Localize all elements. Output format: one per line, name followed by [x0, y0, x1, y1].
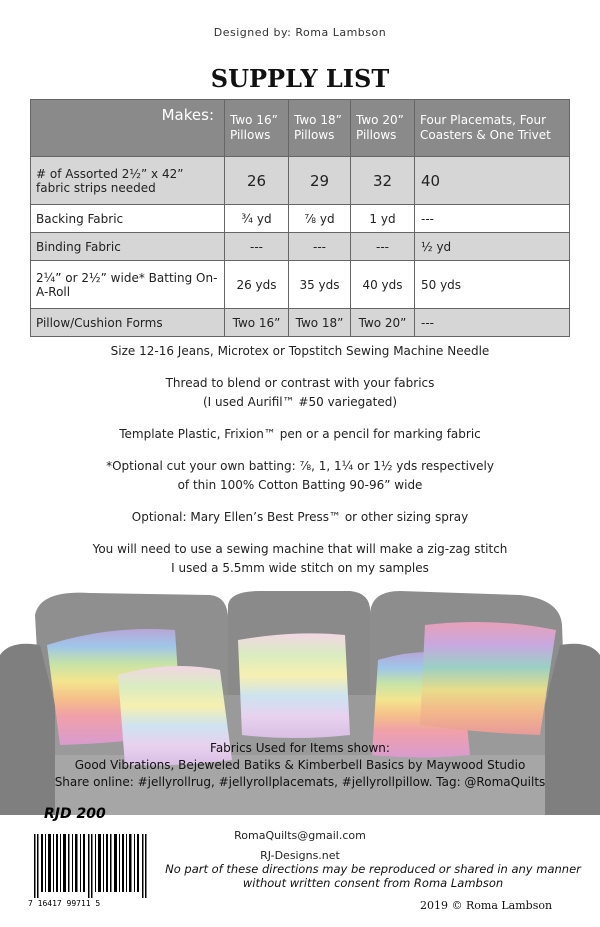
row-label: Pillow/Cushion Forms: [31, 309, 225, 337]
page-title: SUPPLY LIST: [210, 64, 390, 93]
row-label: 2¼” or 2½” wide* Batting On-A-Roll: [31, 261, 225, 309]
table-row: [31, 157, 570, 205]
column-header: Two 18” Pillows: [289, 100, 351, 157]
caption-line: Share online: #jellyrollrug, #jellyrollplacemats, #jellyrollpillow. Tag: @RomaQuilts: [54, 775, 546, 789]
table-cell: 40 yds: [351, 261, 415, 309]
table-cell: Two 16”: [225, 309, 289, 337]
marking-note: Template Plastic, Frixion™ pen or a pencil for marking fabric: [119, 427, 481, 441]
machine-note: You will need to use a sewing machine that will make a zig-zag stitch I used a 5.5mm wide stitch on my samples: [92, 542, 508, 575]
copyright-notice: No part of these directions may be reproduced or shared in any manner without written consent from Roma Lambson: [165, 862, 581, 890]
table-row: [31, 233, 570, 261]
table-cell: ---: [225, 233, 289, 261]
column-header: Two 16” Pillows: [225, 100, 289, 157]
designer-credit: Designed by: Roma Lambson: [213, 26, 387, 39]
table-cell: ⅞ yd: [289, 205, 351, 233]
table-cell: 29: [289, 157, 351, 205]
caption-line: Good Vibrations, Bejeweled Batiks & Kimberbell Basics by Maywood Studio: [74, 758, 526, 772]
table-cell: ---: [351, 233, 415, 261]
row-label: Backing Fabric: [31, 205, 225, 233]
table-row: [31, 261, 570, 309]
table-cell: 32: [351, 157, 415, 205]
table-row: [31, 205, 570, 233]
barcode-number: 7 16417 99711 5: [28, 899, 101, 908]
table-header-row: [31, 100, 570, 157]
supply-notes: [0, 342, 600, 591]
copyright-line: 2019 © Roma Lambson: [420, 899, 553, 912]
spray-note: Optional: Mary Ellen’s Best Press™ or other sizing spray: [131, 510, 469, 524]
table-cell: 26 yds: [225, 261, 289, 309]
table-cell: ---: [415, 205, 570, 233]
column-header: Makes:: [31, 100, 225, 157]
batting-note: *Optional cut your own batting: ⅞, 1, 1¼ or 1½ yds respectively of thin 100% Cotton Batting 90-96” wide: [106, 459, 494, 492]
barcode-bars: [32, 834, 150, 898]
row-label: Binding Fabric: [31, 233, 225, 261]
barcode: [28, 826, 154, 914]
caption-line: Fabrics Used for Items shown:: [210, 741, 390, 755]
pattern-code: RJD 200: [44, 806, 106, 822]
table-cell: ½ yd: [415, 233, 570, 261]
table-cell: 26: [225, 157, 289, 205]
needle-note: Size 12-16 Jeans, Microtex or Topstitch Sewing Machine Needle: [110, 344, 490, 358]
column-header: Four Placemats, Four Coasters & One Trivet: [415, 100, 570, 157]
table-cell: 1 yd: [351, 205, 415, 233]
table-row: [31, 309, 570, 337]
row-label: # of Assorted 2½” x 42” fabric strips needed: [31, 157, 225, 205]
table-cell: 40: [415, 157, 570, 205]
table-cell: ---: [289, 233, 351, 261]
supply-table: [30, 99, 570, 337]
table-cell: 35 yds: [289, 261, 351, 309]
fabric-caption: [0, 740, 600, 791]
thread-note: Thread to blend or contrast with your fabrics (I used Aurifil™ #50 variegated): [165, 376, 435, 409]
table-cell: ¾ yd: [225, 205, 289, 233]
email-text: RomaQuilts@gmail.com: [234, 829, 366, 842]
table-cell: Two 20”: [351, 309, 415, 337]
table-cell: 50 yds: [415, 261, 570, 309]
table-cell: ---: [415, 309, 570, 337]
website-text: RJ-Designs.net: [260, 849, 340, 862]
table-cell: Two 18”: [289, 309, 351, 337]
column-header: Two 20” Pillows: [351, 100, 415, 157]
